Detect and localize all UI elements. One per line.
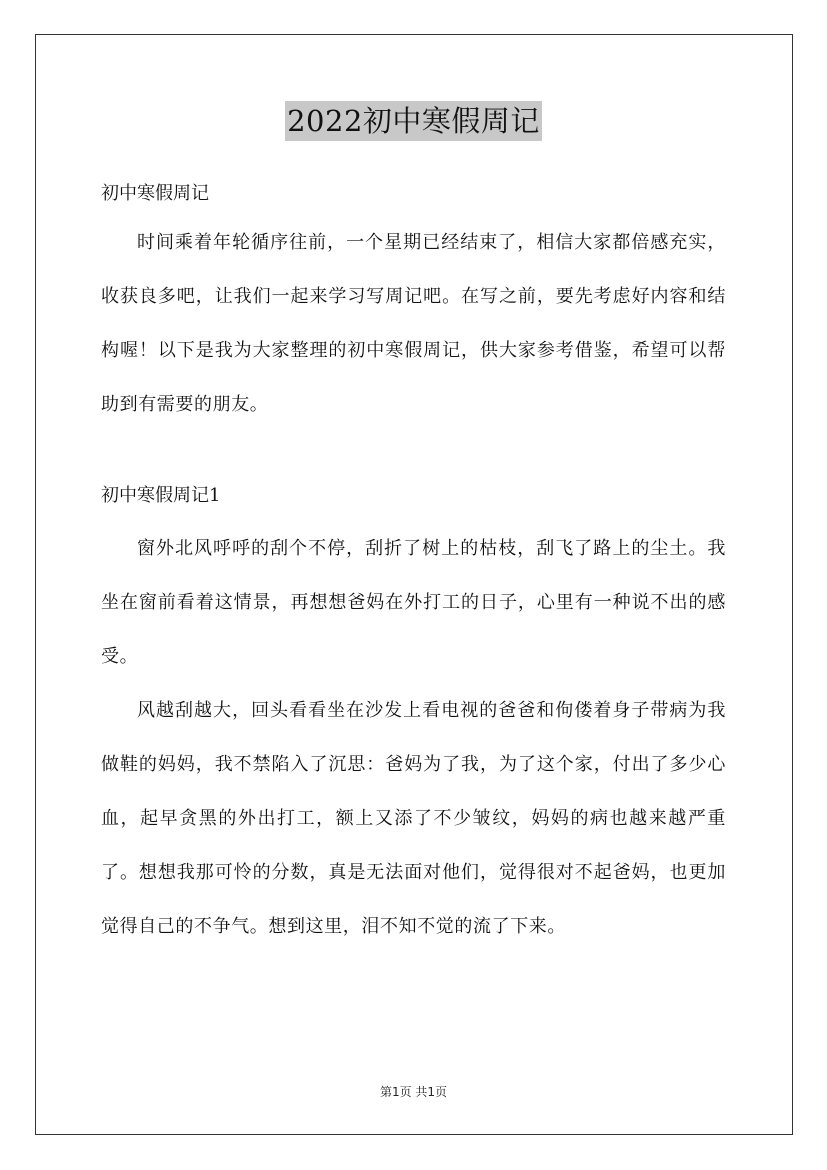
- title-container: [0, 101, 827, 141]
- document-body: [101, 172, 726, 954]
- intro-heading: 初中寒假周记: [101, 183, 209, 204]
- section-spacer: [101, 432, 726, 474]
- document-title: 2022初中寒假周记: [285, 101, 542, 141]
- section1-paragraph-2: 风越刮越大，回头看看坐在沙发上看电视的爸爸和佝偻着身子带病为我做鞋的妈妈，我不禁陷入了沉思：爸妈为了我，为了这个家，付出了多少心血，起早贪黑的外出打工，额上又添了不少皱纹，妈妈的病也越来越严重了。想想我那可怜的分数，真是无法面对他们，觉得很对不起爸妈，也更加觉得自己的不争气。想到这里，泪不知不觉的流了下来。: [101, 700, 726, 937]
- intro-paragraph: 时间乘着年轮循序往前，一个星期已经结束了，相信大家都倍感充实，收获良多吧，让我们一起来学习写周记吧。在写之前，要先考虑好内容和结构喔！以下是我为大家整理的初中寒假周记，供大家参考借鉴，希望可以帮助到有需要的朋友。: [101, 232, 726, 415]
- page-number-footer: 第1页 共1页: [379, 1085, 448, 1099]
- section1-heading: 初中寒假周记1: [101, 485, 221, 506]
- section1-paragraph-1: 窗外北风呼呼的刮个不停，刮折了树上的枯枝，刮飞了路上的尘土。我坐在窗前看着这情景，再想想爸妈在外打工的日子，心里有一种说不出的感受。: [101, 538, 726, 667]
